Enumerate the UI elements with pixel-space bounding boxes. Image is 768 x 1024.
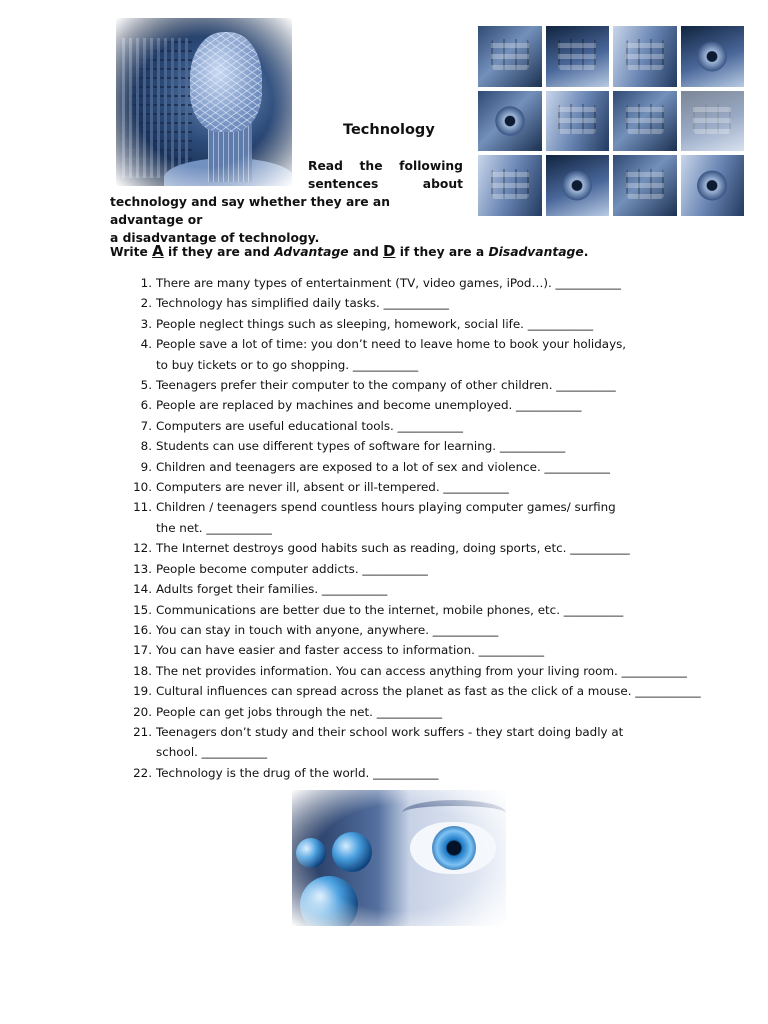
list-item <box>133 559 746 579</box>
item-number: 17. <box>133 643 152 658</box>
item-text: Adults forget their families. ___________ <box>156 582 388 597</box>
list-item <box>140 395 746 415</box>
list-item <box>140 436 746 456</box>
list-item <box>140 334 746 354</box>
item-text: The Internet destroys good habits such as reading, doing sports, etc. __________ <box>156 541 630 556</box>
item-number: 4. <box>140 337 152 352</box>
item-number: 6. <box>140 398 152 413</box>
list-item <box>140 293 746 313</box>
item-text: People become computer addicts. ___________ <box>156 561 428 576</box>
item-number: 20. <box>133 704 152 719</box>
list-item <box>133 477 746 497</box>
list-item <box>133 538 746 558</box>
list-item <box>140 416 746 436</box>
list-item <box>133 702 746 722</box>
instruction-line: Write A if they are and Advantage and D if they are a Disadvantage. <box>110 242 589 260</box>
item-text: Communications are better due to the internet, mobile phones, etc. __________ <box>156 602 624 617</box>
item-number: 12. <box>133 541 152 556</box>
item-number: 9. <box>140 459 152 474</box>
item-text: People are replaced by machines and become unemployed. ___________ <box>156 398 582 413</box>
item-number: 19. <box>133 684 152 699</box>
list-item <box>133 620 746 640</box>
item-text: Teenagers don’t study and their school work suffers - they start doing badly at <box>156 724 624 739</box>
item-number: 8. <box>140 439 152 454</box>
item-text: Teenagers prefer their computer to the company of other children. __________ <box>156 378 616 393</box>
list-item <box>133 640 746 660</box>
item-number: 15. <box>133 602 152 617</box>
item-text: The net provides information. You can access anything from your living room. ___________ <box>156 663 687 678</box>
item-text: Children / teenagers spend countless hours playing computer games/ surfing <box>156 500 616 515</box>
intro-paragraph: Read the following sentences about technology and say whether they are an advantage or a disadvantage of technology. <box>110 159 463 245</box>
list-item <box>133 681 746 701</box>
list-item <box>133 763 746 783</box>
list-item <box>133 661 746 681</box>
item-number: 1. <box>140 276 152 290</box>
list-item <box>133 497 746 517</box>
item-number: 2. <box>140 296 152 311</box>
item-text: the net. ___________ <box>156 520 272 535</box>
eye-and-globes-image <box>292 790 506 926</box>
item-text: People save a lot of time: you don’t need to leave home to book your holidays, <box>156 337 627 352</box>
item-text: There are many types of entertainment (TV, video games, iPod…). ___________ <box>156 276 621 290</box>
item-text: Children and teenagers are exposed to a lot of sex and violence. ___________ <box>156 459 610 474</box>
item-text: Students can use different types of software for learning. ___________ <box>156 439 566 454</box>
item-number: 13. <box>133 561 152 576</box>
list-item <box>133 722 746 742</box>
item-text: to buy tickets or to go shopping. ___________ <box>156 357 419 372</box>
list-item <box>156 742 746 762</box>
item-text: You can have easier and faster access to information. ___________ <box>156 643 545 658</box>
item-text: school. ___________ <box>156 745 268 760</box>
item-number: 22. <box>133 765 152 780</box>
item-text: Computers are useful educational tools. ___________ <box>156 418 463 433</box>
item-number: 18. <box>133 663 152 678</box>
item-number: 21. <box>133 724 152 739</box>
item-number: 16. <box>133 622 152 637</box>
item-text: Cultural influences can spread across the planet as fast as the click of a mouse. ___________ <box>156 684 701 699</box>
gadgets-collage-image <box>478 26 744 216</box>
list-item <box>133 600 746 620</box>
item-text: People neglect things such as sleeping, homework, social life. ___________ <box>156 316 594 331</box>
item-number: 10. <box>133 480 152 495</box>
item-text: Computers are never ill, absent or ill-tempered. ___________ <box>156 480 509 495</box>
item-number: 3. <box>140 316 152 331</box>
list-item <box>133 579 746 599</box>
list-item <box>140 314 746 334</box>
list-item <box>140 273 746 293</box>
item-number: 7. <box>140 418 152 433</box>
item-text: Technology has simplified daily tasks. ___________ <box>156 296 449 311</box>
item-number: 14. <box>133 582 152 597</box>
list-item <box>156 355 746 375</box>
item-text: People can get jobs through the net. ___________ <box>156 704 443 719</box>
list-item <box>140 457 746 477</box>
item-text: You can stay in touch with anyone, anywhere. ___________ <box>156 622 499 637</box>
item-text: Technology is the drug of the world. ___________ <box>156 765 439 780</box>
item-number: 5. <box>140 378 152 393</box>
list-item <box>156 518 746 538</box>
worksheet-title: Technology <box>343 122 435 138</box>
statement-list <box>133 273 746 783</box>
list-item <box>140 375 746 395</box>
item-number: 11. <box>133 500 152 515</box>
